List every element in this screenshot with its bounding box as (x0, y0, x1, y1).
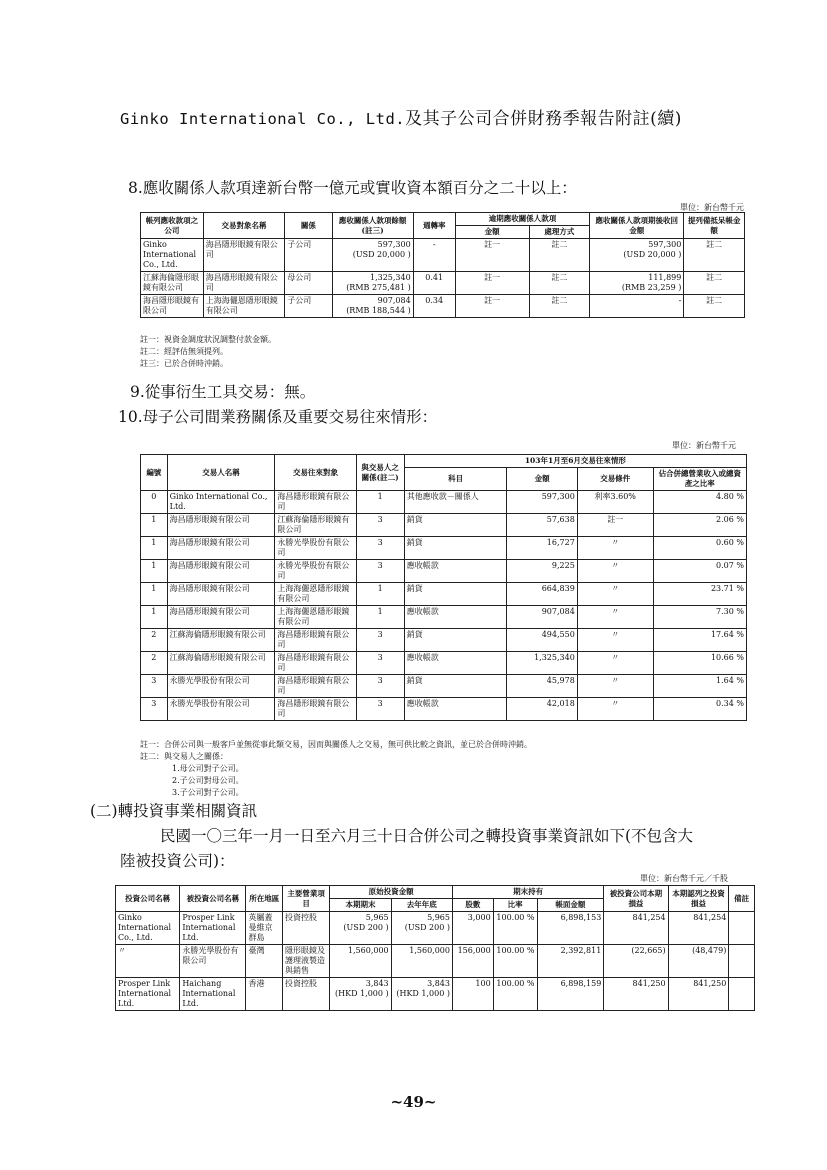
section-8-unit: 單位：新台幣千元 (680, 203, 744, 212)
terms-cell: 〃 (577, 675, 653, 698)
counterparty-cell: 海昌隱形眼鏡有限公司 (275, 491, 356, 514)
balance-cell (332, 272, 413, 295)
terms-cell: 〃 (577, 606, 653, 629)
remarks-cell (729, 912, 755, 945)
no-cell: 1 (141, 514, 168, 537)
cell-line: (HKD 1,000 ) (396, 989, 450, 998)
section-10-unit: 單位：新台幣千元 (672, 441, 736, 450)
shares-cell: 156,000 (452, 945, 493, 978)
end-of-period-cell (330, 945, 391, 978)
recovered-cell (590, 239, 684, 272)
amount-cell: 45,978 (507, 675, 577, 698)
investments-table (115, 885, 755, 1011)
table-row (141, 560, 747, 583)
overdue-amount-cell: 註一 (455, 272, 529, 295)
item-cell: 應收帳款 (404, 560, 507, 583)
ratio-cell: 1.64 % (653, 675, 746, 698)
terms-cell: 〃 (577, 629, 653, 652)
cell-line: 5,965 (365, 913, 389, 922)
overdue-handling-cell: 註二 (529, 272, 590, 295)
item-cell: 銷貨 (404, 583, 507, 606)
party-cell: 海昌隱形眼鏡有限公司 (203, 239, 285, 272)
investee-pl-cell: 841,250 (604, 978, 668, 1011)
investee-pl-cell: (22,665) (604, 945, 668, 978)
cell-line: 597,300 (648, 240, 682, 249)
ratio-cell: 7.30 % (653, 606, 746, 629)
ratio-cell: 17.64 % (653, 629, 746, 652)
no-cell: 1 (141, 537, 168, 560)
investor-cell: 〃 (116, 945, 180, 978)
amount-cell: 42,018 (507, 698, 577, 721)
col-company: 帳列應收款項之公司 (141, 213, 204, 239)
relation-cell: 1 (356, 491, 404, 514)
col-amount: 金額 (507, 468, 577, 491)
page-header (120, 104, 682, 129)
investee-cell: 永勝光學股份有限公司 (180, 945, 246, 978)
amount-cell: 494,550 (507, 629, 577, 652)
trader-cell: 海昌隱形眼鏡有限公司 (167, 583, 275, 606)
col-allowance: 提列備抵呆帳金額 (684, 213, 745, 239)
amount-cell: 597,300 (507, 491, 577, 514)
item-cell: 應收帳款 (404, 652, 507, 675)
cell-line: 907,084 (377, 296, 411, 305)
amount-cell: 9,225 (507, 560, 577, 583)
terms-cell: 〃 (577, 583, 653, 606)
trader-cell: 江蘇海倫隱形眼鏡有限公司 (167, 652, 275, 675)
col-remarks: 備註 (729, 886, 755, 912)
terms-cell: 〃 (577, 537, 653, 560)
ratio-cell: 10.66 % (653, 652, 746, 675)
company-cell: 江蘇海倫隱形眼鏡有限公司 (141, 272, 204, 295)
col-turnover: 週轉率 (413, 213, 455, 239)
party-cell: 上海海儷恩隱形眼鏡有限公司 (203, 295, 285, 318)
col-investee: 被投資公司名稱 (180, 886, 246, 912)
company-cell: 海昌隱形眼鏡有限公司 (141, 295, 204, 318)
terms-cell: 〃 (577, 698, 653, 721)
table-row (141, 491, 747, 514)
recognized-pl-cell: (48,479) (668, 945, 729, 978)
transactions-table (140, 454, 747, 721)
item-cell: 應收帳款 (404, 606, 507, 629)
no-cell: 1 (141, 560, 168, 583)
remarks-cell (729, 945, 755, 978)
recovered-cell (590, 272, 684, 295)
trader-cell: 永勝光學股份有限公司 (167, 675, 275, 698)
trader-cell: 江蘇海倫隱形眼鏡有限公司 (167, 629, 275, 652)
table-row (141, 239, 745, 272)
holding-ratio-cell: 100.00 % (493, 978, 537, 1011)
no-cell: 3 (141, 675, 168, 698)
header-company-en: Ginko International Co., Ltd. (120, 110, 406, 128)
cell-line: (USD 200 ) (404, 923, 450, 932)
section-10-notes (140, 739, 532, 799)
allowance-cell: 註二 (684, 272, 745, 295)
cell-line: 1,560,000 (409, 946, 450, 955)
note: 註二：與交易人之關係： (140, 752, 228, 761)
counterparty-cell: 海昌隱形眼鏡有限公司 (275, 652, 356, 675)
table-row (141, 652, 747, 675)
section-8-title: 8.應收關係人款項達新台幣一億元或實收資本額百分之二十以上： (128, 179, 577, 197)
col-relation: 關係 (285, 213, 332, 239)
investor-cell: Ginko International Co., Ltd. (116, 912, 180, 945)
col-overdue-amount: 金額 (455, 226, 529, 239)
party-cell: 海昌隱形眼鏡有限公司 (203, 272, 285, 295)
cell-line: (USD 20,000 ) (352, 250, 411, 259)
note: 1.母公司對子公司。 (172, 764, 244, 773)
holding-ratio-cell: 100.00 % (493, 912, 537, 945)
col-original-investment: 原始投資金額 (330, 886, 453, 899)
table-row (141, 272, 745, 295)
turnover-cell: - (413, 239, 455, 272)
relation-cell: 1 (356, 583, 404, 606)
cell-line: 3,843 (427, 979, 450, 988)
ratio-cell: 2.06 % (653, 514, 746, 537)
terms-cell: 〃 (577, 652, 653, 675)
col-holding-ratio: 比率 (493, 899, 537, 912)
col-overdue-handling: 處理方式 (529, 226, 590, 239)
cell-line: (USD 200 ) (343, 923, 389, 932)
overdue-amount-cell: 註一 (455, 295, 529, 318)
col-holding: 期末持有 (452, 886, 603, 899)
trader-cell: 海昌隱形眼鏡有限公司 (167, 560, 275, 583)
note: 2.子公司對母公司。 (172, 776, 244, 785)
company-cell: Ginko International Co., Ltd. (141, 239, 204, 272)
no-cell: 1 (141, 583, 168, 606)
book-value-cell: 2,392,811 (537, 945, 604, 978)
counterparty-cell: 永勝光學股份有限公司 (275, 560, 356, 583)
item-cell: 應收帳款 (404, 698, 507, 721)
table-row (141, 675, 747, 698)
table-row (141, 606, 747, 629)
terms-cell: 利率3.60% (577, 491, 653, 514)
cell-line: 1,325,340 (369, 273, 411, 282)
cell-line: (HKD 1,000 ) (335, 989, 389, 998)
col-recognized-pl: 本期認列之投資損益 (668, 886, 729, 912)
relation-cell: 子公司 (285, 239, 332, 272)
col-party: 交易對象名稱 (203, 213, 285, 239)
col-business: 主要營業項目 (282, 886, 329, 912)
col-location: 所在地區 (246, 886, 283, 912)
note: 註三：已於合併時沖銷。 (140, 359, 228, 368)
trader-cell: 海昌隱形眼鏡有限公司 (167, 606, 275, 629)
end-of-last-year-cell (391, 912, 452, 945)
trader-cell: Ginko International Co., Ltd. (167, 491, 275, 514)
col-no: 編號 (141, 455, 168, 491)
table-row (116, 978, 755, 1011)
investor-cell: Prosper Link International Ltd. (116, 978, 180, 1011)
turnover-cell: 0.41 (413, 272, 455, 295)
section-2-title: (二)轉投資事業相關資訊 (90, 802, 258, 820)
table-row (116, 945, 755, 978)
ratio-cell: 23.71 % (653, 583, 746, 606)
table-row (141, 629, 747, 652)
section-8-notes (140, 334, 276, 370)
section-2-unit: 單位：新台幣千元／千股 (640, 874, 728, 883)
counterparty-cell: 海昌隱形眼鏡有限公司 (275, 675, 356, 698)
terms-cell: 〃 (577, 560, 653, 583)
col-trader: 交易人名稱 (167, 455, 275, 491)
relation-cell: 母公司 (285, 272, 332, 295)
col-relation: 與交易人之關係(註二) (356, 455, 404, 491)
table-row (141, 514, 747, 537)
allowance-cell: 註二 (684, 295, 745, 318)
note: 註一：合併公司與一般客戶並無從事此類交易，因而與關係人之交易，無可供比較之資訊，並已於合併時沖銷。 (140, 740, 532, 749)
counterparty-cell: 海昌隱形眼鏡有限公司 (275, 698, 356, 721)
amount-cell: 664,839 (507, 583, 577, 606)
relation-cell: 子公司 (285, 295, 332, 318)
business-cell: 投資控股 (282, 978, 329, 1011)
page-number: ~49~ (390, 1093, 437, 1111)
table-row (141, 537, 747, 560)
relation-cell: 3 (356, 675, 404, 698)
counterparty-cell: 上海海儷恩隱形眼鏡有限公司 (275, 606, 356, 629)
cell-line: 1,560,000 (347, 946, 389, 955)
recognized-pl-cell: 841,254 (668, 912, 729, 945)
shares-cell: 100 (452, 978, 493, 1011)
end-of-last-year-cell (391, 978, 452, 1011)
cell-line: 111,899 (648, 273, 682, 282)
relation-cell: 1 (356, 606, 404, 629)
investee-pl-cell: 841,254 (604, 912, 668, 945)
receivables-table (140, 212, 745, 318)
relation-cell: 3 (356, 652, 404, 675)
col-end-of-last-year: 去年年底 (391, 899, 452, 912)
ratio-cell: 0.60 % (653, 537, 746, 560)
business-cell: 投資控股 (282, 912, 329, 945)
cell-line: 597,300 (377, 240, 411, 249)
section-10-title: 10.母子公司間業務關係及重要交易往來情形： (118, 408, 438, 426)
table-row (141, 295, 745, 318)
table-row (116, 912, 755, 945)
col-book-value: 帳面金額 (537, 899, 604, 912)
col-ratio: 佔合併總營業收入或總資產之比率 (653, 468, 746, 491)
col-item: 科目 (404, 468, 507, 491)
overdue-handling-cell: 註二 (529, 295, 590, 318)
ratio-cell: 0.34 % (653, 698, 746, 721)
relation-cell: 3 (356, 514, 404, 537)
relation-cell: 3 (356, 537, 404, 560)
counterparty-cell: 海昌隱形眼鏡有限公司 (275, 629, 356, 652)
trader-cell: 海昌隱形眼鏡有限公司 (167, 514, 275, 537)
cell-line: (RMB 23,259 ) (621, 283, 682, 292)
cell-line: - (678, 296, 682, 305)
col-terms: 交易條件 (577, 468, 653, 491)
balance-cell (332, 239, 413, 272)
col-recovered: 應收關係人款項期後收回金額 (590, 213, 684, 239)
allowance-cell: 註二 (684, 239, 745, 272)
shares-cell: 3,000 (452, 912, 493, 945)
book-value-cell: 6,898,153 (537, 912, 604, 945)
counterparty-cell: 上海海儷恩隱形眼鏡有限公司 (275, 583, 356, 606)
note: 註二：經評估無須提列。 (140, 347, 228, 356)
cell-line: (RMB 188,544 ) (346, 306, 411, 315)
amount-cell: 57,638 (507, 514, 577, 537)
ratio-cell: 4.80 % (653, 491, 746, 514)
item-cell: 銷貨 (404, 629, 507, 652)
section-2-paragraph-line2: 陸被投資公司)： (120, 852, 235, 870)
col-balance: 應收關係人款項餘額(註三) (332, 213, 413, 239)
location-cell: 臺灣 (246, 945, 283, 978)
investee-cell: Haichang International Ltd. (180, 978, 246, 1011)
counterparty-cell: 永勝光學股份有限公司 (275, 537, 356, 560)
header-title-zh: 及其子公司合併財務季報告附註(續) (405, 109, 682, 129)
section-2-paragraph-line1: 民國一〇三年一月一日至六月三十日合併公司之轉投資事業資訊如下(不包含大 (160, 827, 694, 845)
no-cell: 2 (141, 629, 168, 652)
balance-cell (332, 295, 413, 318)
overdue-amount-cell: 註一 (455, 239, 529, 272)
relation-cell: 3 (356, 560, 404, 583)
col-investor: 投資公司名稱 (116, 886, 180, 912)
overdue-handling-cell: 註二 (529, 239, 590, 272)
amount-cell: 1,325,340 (507, 652, 577, 675)
holding-ratio-cell: 100.00 % (493, 945, 537, 978)
col-transactions: 103年1月至6月交易往來情形 (404, 455, 746, 468)
col-counterparty: 交易往來對象 (275, 455, 356, 491)
item-cell: 其他應收款－關係人 (404, 491, 507, 514)
col-overdue: 逾期應收關係人款項 (455, 213, 589, 226)
business-cell: 隱形眼鏡及護理液製造與銷售 (282, 945, 329, 978)
no-cell: 2 (141, 652, 168, 675)
relation-cell: 3 (356, 698, 404, 721)
cell-line: (USD 20,000 ) (623, 250, 682, 259)
col-investee-pl: 被投資公司本期損益 (604, 886, 668, 912)
end-of-period-cell (330, 978, 391, 1011)
recognized-pl-cell: 841,250 (668, 978, 729, 1011)
amount-cell: 907,084 (507, 606, 577, 629)
terms-cell: 註一 (577, 514, 653, 537)
end-of-period-cell (330, 912, 391, 945)
investee-cell: Prosper Link International Ltd. (180, 912, 246, 945)
item-cell: 銷貨 (404, 537, 507, 560)
counterparty-cell: 江蘇海倫隱形眼鏡有限公司 (275, 514, 356, 537)
cell-line: 3,843 (365, 979, 389, 988)
trader-cell: 永勝光學股份有限公司 (167, 698, 275, 721)
item-cell: 銷貨 (404, 514, 507, 537)
no-cell: 0 (141, 491, 168, 514)
no-cell: 3 (141, 698, 168, 721)
end-of-last-year-cell (391, 945, 452, 978)
location-cell: 英屬蓋曼維京群島 (246, 912, 283, 945)
note: 3.子公司對子公司。 (172, 788, 244, 797)
section-9-title: 9.從事衍生工具交易：無。 (130, 383, 316, 401)
recovered-cell (590, 295, 684, 318)
turnover-cell: 0.34 (413, 295, 455, 318)
table-row (141, 698, 747, 721)
col-end-of-period: 本期期末 (330, 899, 391, 912)
table-row (141, 583, 747, 606)
amount-cell: 16,727 (507, 537, 577, 560)
book-value-cell: 6,898,159 (537, 978, 604, 1011)
trader-cell: 海昌隱形眼鏡有限公司 (167, 537, 275, 560)
cell-line: 5,965 (427, 913, 450, 922)
no-cell: 1 (141, 606, 168, 629)
ratio-cell: 0.07 % (653, 560, 746, 583)
cell-line: (RMB 275,481 ) (346, 283, 411, 292)
note: 註一：視資金調度狀況調整付款金額。 (140, 335, 276, 344)
item-cell: 銷貨 (404, 675, 507, 698)
location-cell: 香港 (246, 978, 283, 1011)
relation-cell: 3 (356, 629, 404, 652)
col-shares: 股數 (452, 899, 493, 912)
remarks-cell (729, 978, 755, 1011)
